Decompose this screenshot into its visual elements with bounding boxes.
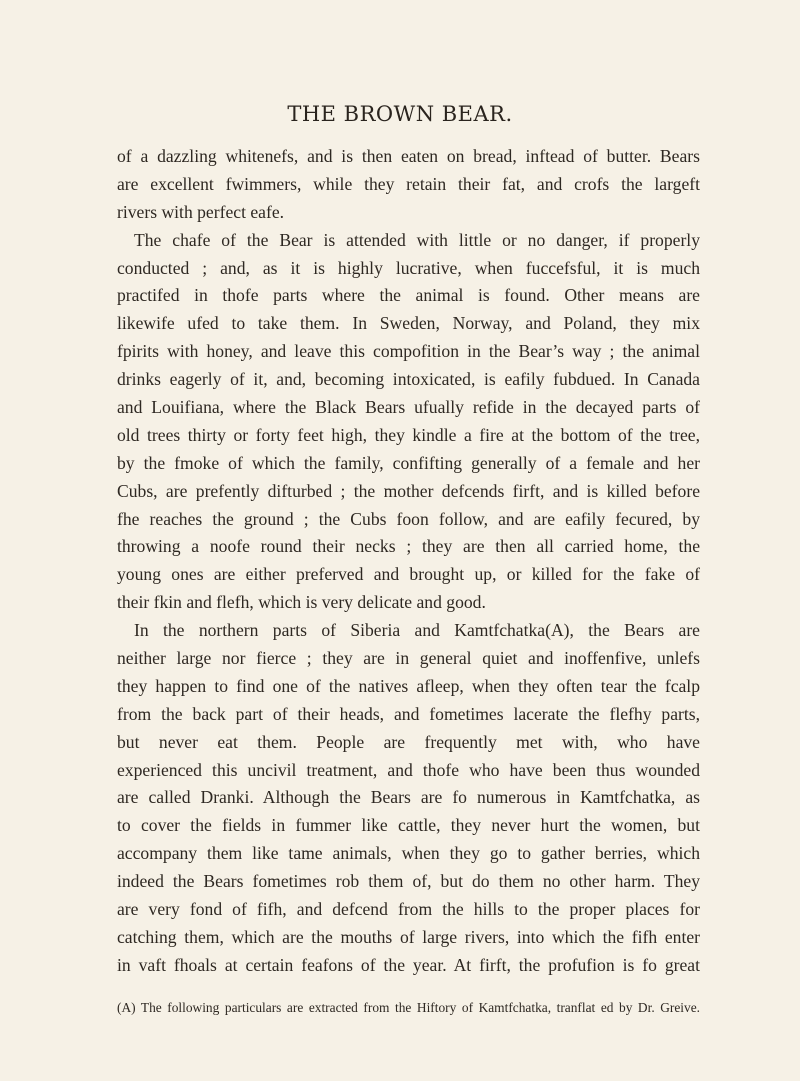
text-line: catching them, which are the mouths of large rivers, into which the fifh enter — [117, 926, 700, 947]
text-line: but never eat them. People are frequently met with, who have — [117, 731, 700, 752]
text-line: fpirits with honey, and leave this compofition in the Bear’s way ; the animal — [117, 341, 700, 362]
text-line: old trees thirty or forty feet high, they kindle a fire at the bottom of the tree, — [117, 424, 700, 445]
text-line: of a dazzling whitenefs, and is then eaten on bread, inftead of butter. Bears — [117, 146, 700, 166]
text-line: In the northern parts of Siberia and Kamtfchatka(A), the Bears are — [134, 620, 700, 641]
text-line: by the fmoke of which the family, confifting generally of a female and her — [117, 452, 700, 473]
text-line: drinks eagerly of it, and, becoming intoxicated, is eafily fubdued. In Canada — [117, 369, 700, 390]
text-line: from the back part of their heads, and fometimes lacerate the flefhy parts, — [117, 703, 700, 724]
text-line: throwing a noofe round their necks ; they are then all carried home, the — [117, 536, 700, 557]
text-line: their fkin and flefh, which is very delicate and good. — [117, 592, 486, 613]
text-line: The chafe of the Bear is attended with little or no danger, if properly — [134, 229, 700, 250]
text-line: neither large nor fierce ; they are in general quiet and inoffenfive, unlefs — [117, 648, 700, 669]
text-line: in vaft fhoals at certain feafons of the year. At firft, the profufion is fo great — [117, 954, 700, 975]
text-line: experienced this uncivil treatment, and thofe who have been thus wounded — [117, 759, 700, 780]
text-line: practifed in thofe parts where the animal is found. Other means are — [117, 285, 700, 306]
text-line: rivers with perfect eafe. — [117, 201, 285, 222]
footnote: (A) The following particulars are extracted from the Hiftory of Kamtfchatka, tranflat ed by Dr. Greive. — [117, 1000, 700, 1015]
text-line: accompany them like tame animals, when they go to gather berries, which — [117, 843, 700, 864]
text-line: they happen to find one of the natives afleep, when they often tear the fcalp — [117, 675, 700, 696]
text-line: fhe reaches the ground ; the Cubs foon follow, and are eafily fecured, by — [117, 508, 700, 529]
text-line: and Louifiana, where the Black Bears ufually refide in the decayed parts of — [117, 397, 700, 418]
text-line: are excellent fwimmers, while they retain their fat, and crofs the largeft — [117, 173, 700, 194]
text-line: young ones are either preferved and brought up, or killed for the fake of — [117, 564, 700, 585]
running-head: THE BROWN BEAR. — [287, 102, 513, 126]
text-line: Cubs, are prefently difturbed ; the mother defcends firft, and is killed before — [117, 480, 700, 501]
text-line: to cover the fields in fummer like cattle, they never hurt the women, but — [117, 815, 700, 836]
text-line: conducted ; and, as it is highly lucrative, when fuccefsful, it is much — [117, 257, 700, 278]
text-line: are very fond of fifh, and defcend from the hills to the proper places for — [117, 899, 700, 920]
body-text — [117, 143, 700, 980]
text-line: are called Dranki. Although the Bears are fo numerous in Kamtfchatka, as — [117, 787, 700, 808]
text-line: likewife ufed to take them. In Sweden, Norway, and Poland, they mix — [117, 313, 700, 334]
text-line: indeed the Bears fometimes rob them of, but do them no other harm. They — [117, 871, 700, 892]
